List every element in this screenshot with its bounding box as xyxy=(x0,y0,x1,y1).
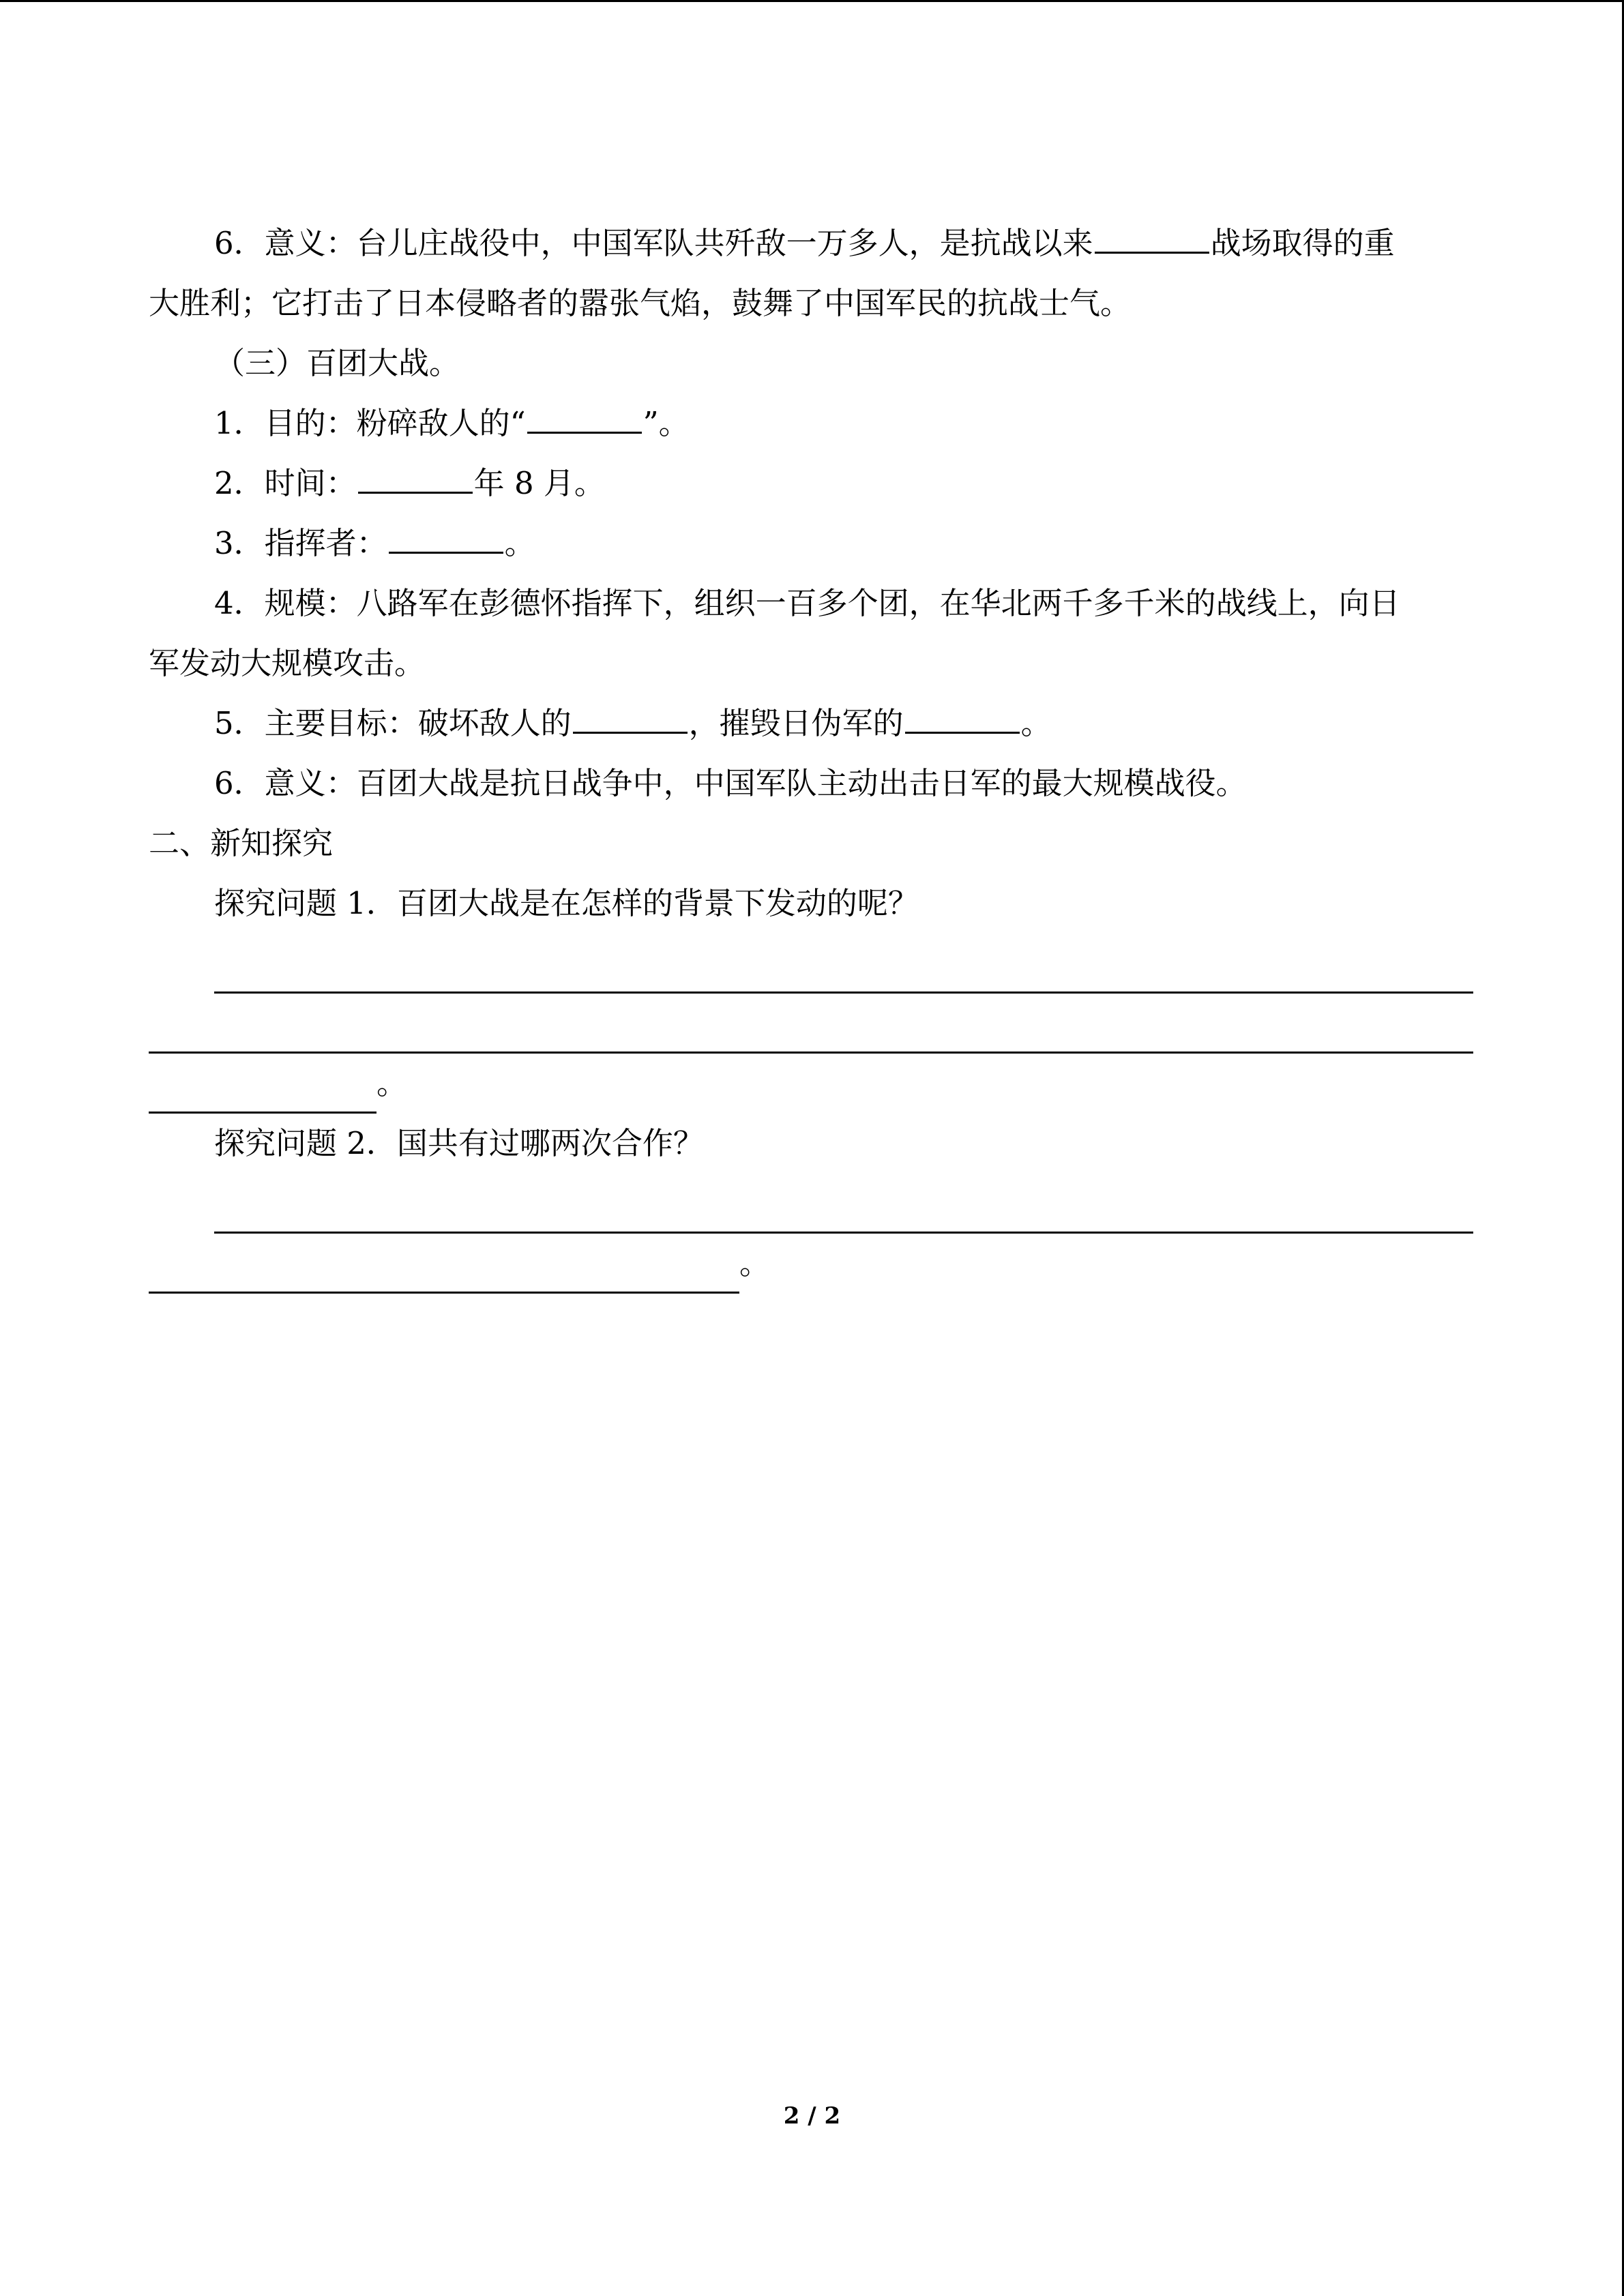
answer-line[interactable] xyxy=(149,994,1473,1054)
text: 。 xyxy=(1020,705,1052,741)
answer-line[interactable] xyxy=(214,1174,1473,1234)
text: 3．指挥者： xyxy=(214,525,387,561)
item-time xyxy=(149,453,1473,513)
text: 2．时间： xyxy=(214,465,357,501)
text: 5．主要目标：破坏敌人的 xyxy=(214,705,572,741)
paragraph-continuation: 大胜利；它打击了日本侵略者的嚣张气焰，鼓舞了中国军民的抗战士气。 xyxy=(149,285,1132,321)
answer-line[interactable] xyxy=(149,1066,377,1114)
blank-field[interactable] xyxy=(1095,246,1209,254)
blank-field[interactable] xyxy=(573,726,688,734)
page-number: 2 / 2 xyxy=(783,2102,841,2130)
answer-line-tail xyxy=(149,1054,1473,1114)
item-scale: 4．规模：八路军在彭德怀指挥下，组织一百多个团，在华北两千多千米的战线上，向日 xyxy=(214,585,1400,621)
blank-field[interactable] xyxy=(527,426,642,434)
text: 战场取得的重 xyxy=(1210,225,1395,261)
text: ”。 xyxy=(643,405,690,441)
question-1: 探究问题 1．百团大战是在怎样的背景下发动的呢？ xyxy=(214,885,919,921)
paragraph-significance-taierzhuang xyxy=(149,213,1473,273)
text: 。 xyxy=(377,1065,408,1101)
blank-field[interactable] xyxy=(905,726,1020,734)
item-main-targets xyxy=(149,694,1473,754)
text: ，摧毁日伪军的 xyxy=(688,705,904,741)
document-content xyxy=(149,213,1473,1294)
answer-line[interactable] xyxy=(149,1246,739,1294)
item-significance: 6．意义：百团大战是抗日战争中，中国军队主动出击日军的最大规模战役。 xyxy=(214,765,1247,801)
text: 年 8 月。 xyxy=(473,465,605,501)
blank-field[interactable] xyxy=(389,546,503,554)
section-heading-new-knowledge: 二、新知探究 xyxy=(149,825,334,861)
text: 6．意义：台儿庄战役中，中国军队共歼敌一万多人，是抗战以来 xyxy=(214,225,1093,261)
item-purpose xyxy=(149,393,1473,453)
section-heading-hundred-regiments: （三）百团大战。 xyxy=(214,345,460,381)
question-2: 探究问题 2．国共有过哪两次合作？ xyxy=(214,1125,704,1161)
answer-line-tail xyxy=(149,1234,1473,1294)
item-scale-continuation: 军发动大规模攻击。 xyxy=(149,645,426,681)
text: 1．目的：粉碎敌人的“ xyxy=(214,405,526,441)
blank-field[interactable] xyxy=(358,486,473,494)
text: 。 xyxy=(739,1245,771,1281)
text: 。 xyxy=(504,525,535,561)
answer-line[interactable] xyxy=(214,934,1473,994)
item-commander xyxy=(149,513,1473,573)
